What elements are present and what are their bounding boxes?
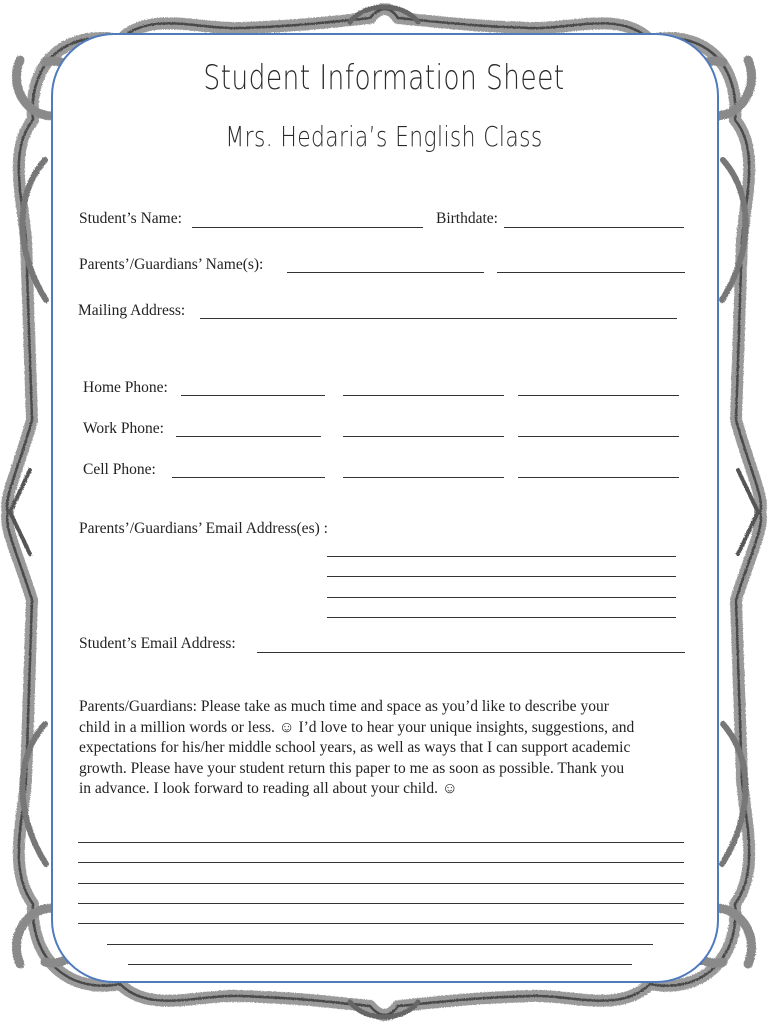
instructions-line: expectations for his/her middle school years, as well as ways that I can support academic: [79, 739, 631, 756]
writing-line[interactable]: [78, 862, 684, 863]
cell-phone-blank-3[interactable]: [518, 477, 679, 478]
instructions-paragraph: [79, 697, 691, 800]
writing-line[interactable]: [78, 842, 684, 843]
parents-email-label: Parents’/Guardians’ Email Address(es) :: [79, 520, 328, 537]
parents-names-label: Parents’/Guardians’ Name(s):: [79, 256, 264, 273]
inner-border: [52, 34, 718, 982]
writing-line[interactable]: [107, 944, 653, 945]
page-subtitle: Mrs. Hedaria’s English Class: [225, 120, 543, 153]
birthdate-label: Birthdate:: [436, 210, 498, 227]
parents-email-blank-4[interactable]: [327, 617, 676, 618]
writing-line[interactable]: [78, 883, 684, 884]
home-phone-blank-2[interactable]: [343, 395, 504, 396]
cell-phone-blank-1[interactable]: [172, 477, 325, 478]
home-phone-blank-3[interactable]: [518, 395, 679, 396]
instructions-line: growth. Please have your student return this paper to me as soon as possible. Thank you: [79, 759, 625, 777]
home-phone-blank-1[interactable]: [181, 395, 325, 396]
work-phone-blank-2[interactable]: [343, 436, 504, 437]
work-phone-label: Work Phone:: [83, 420, 164, 437]
student-email-blank[interactable]: [257, 652, 685, 653]
work-phone-blank-3[interactable]: [518, 436, 679, 437]
instructions-line: Parents/Guardians: Please take as much time and space as you’d like to describe your: [79, 698, 609, 715]
parent-name-blank-2[interactable]: [497, 272, 685, 273]
work-phone-blank-1[interactable]: [176, 436, 321, 437]
instructions-line: in advance. I look forward to reading all about your child. ☺: [79, 780, 458, 797]
writing-line[interactable]: [78, 923, 684, 924]
birthdate-blank[interactable]: [504, 227, 684, 228]
cell-phone-blank-2[interactable]: [343, 477, 504, 478]
parents-email-blank-1[interactable]: [327, 556, 676, 557]
page-title: Student Information Sheet: [203, 58, 565, 98]
writing-line[interactable]: [78, 903, 684, 904]
student-name-blank[interactable]: [192, 227, 423, 228]
home-phone-label: Home Phone:: [83, 379, 168, 396]
mailing-address-blank[interactable]: [200, 318, 677, 319]
parents-email-blank-2[interactable]: [327, 576, 676, 577]
instructions-line: child in a million words or less. ☺ I’d love to hear your unique insights, suggestions, and: [79, 718, 635, 736]
writing-line[interactable]: [128, 964, 632, 965]
parents-email-blank-3[interactable]: [327, 597, 676, 598]
student-email-label: Student’s Email Address:: [79, 635, 236, 652]
student-name-label: Student’s Name:: [79, 210, 182, 227]
parent-name-blank-1[interactable]: [287, 272, 484, 273]
cell-phone-label: Cell Phone:: [83, 461, 156, 478]
mailing-address-label: Mailing Address:: [78, 302, 186, 319]
